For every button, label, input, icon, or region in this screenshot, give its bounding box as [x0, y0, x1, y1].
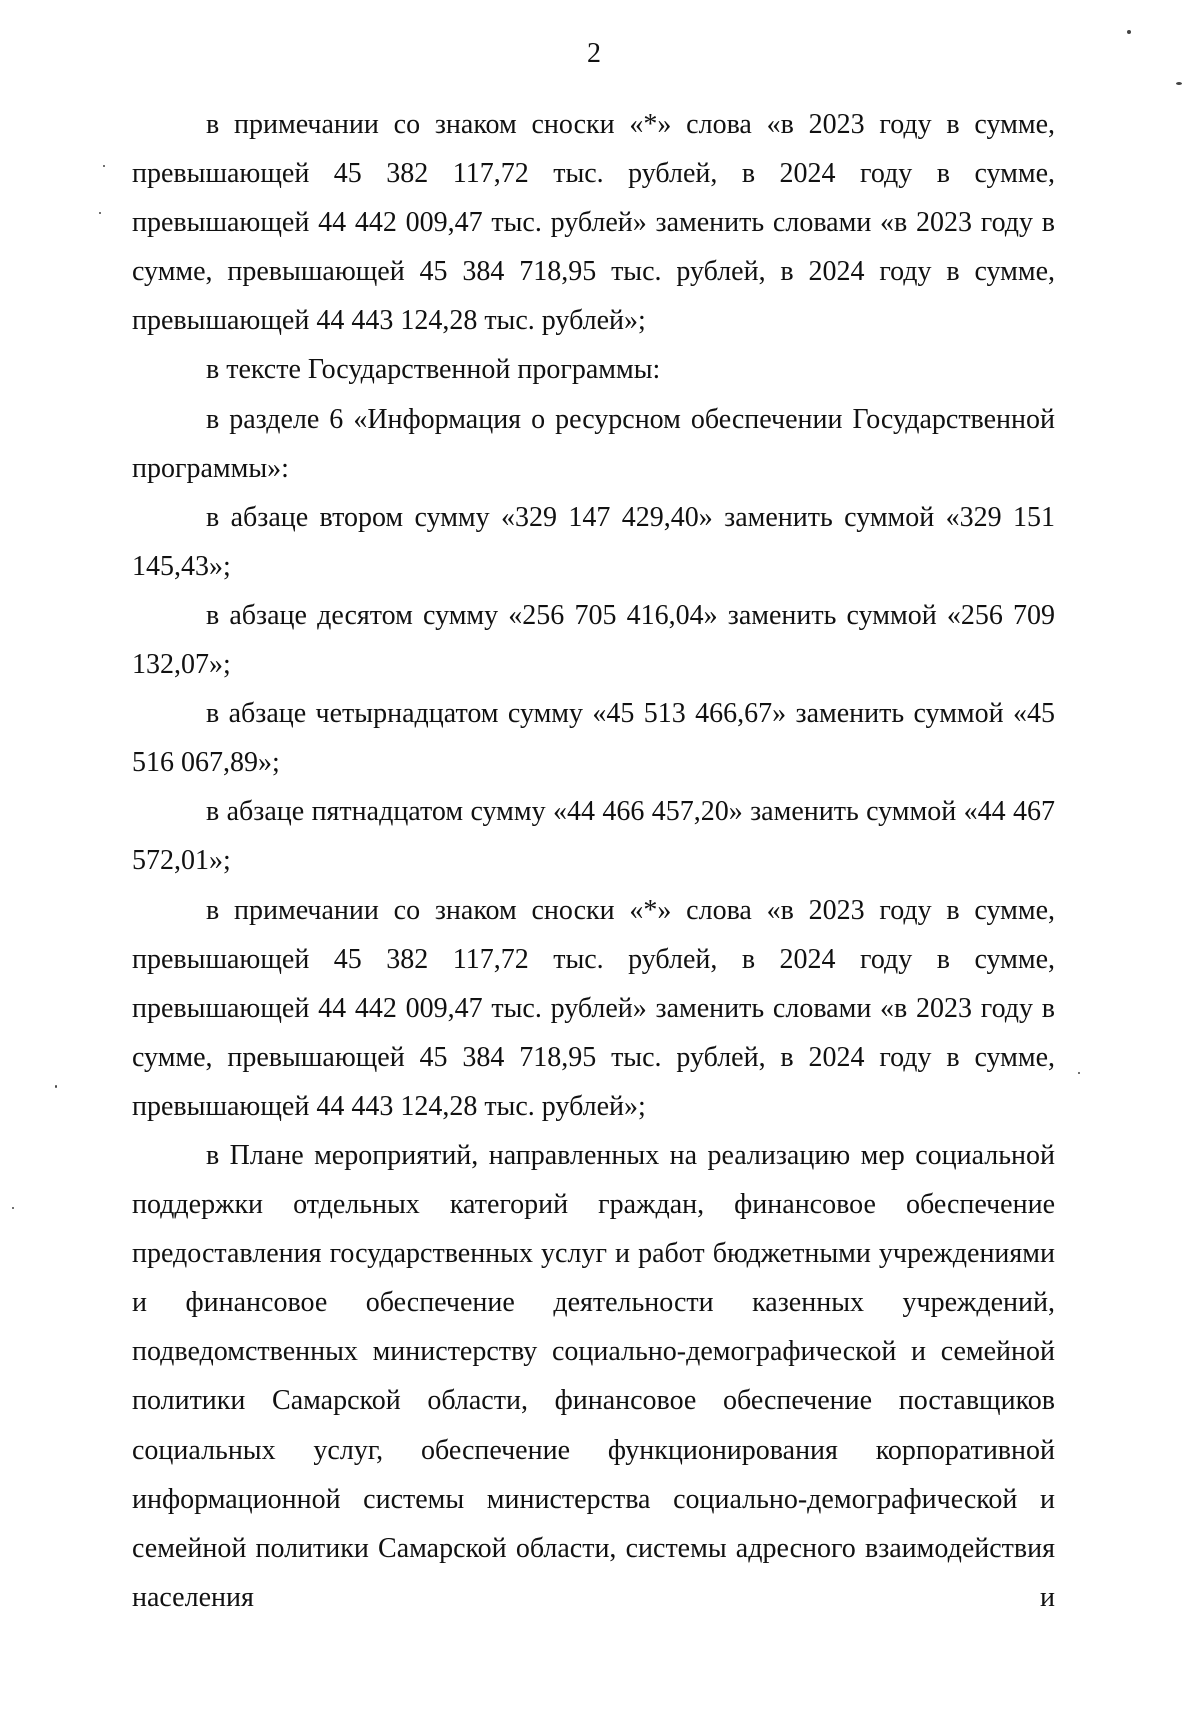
scan-speck — [1078, 1072, 1080, 1074]
paragraph-abzats-14: в абзаце четырнадцатом сумму «45 513 466,67» заменить суммой «45 516 067,89»; — [132, 698, 1055, 779]
paragraph-action-plan: в Плане мероприятий, направленных на реализацию мер социальной поддержки отдельных категорий граждан, финансовое обеспечение предоставления государственных услуг и работ бюджетными учреждениями и финансовое обеспечение деятельности казенных учреждений, подведомственных министерству социально-демографической и семейной политики Самарской области, финансовое обеспечение поставщиков социальных услуг, обеспечение функционирования корпоративной информационной системы министерства социально-демографической и семейной политики Самарской области, системы адресного взаимодействия населения и — [132, 1139, 1055, 1613]
paragraph-footnote-note-2: в примечании со знаком сноски «*» слова «в 2023 году в сумме, превышающей 45 382 117,72 тыс. рублей, в 2024 году в сумме, превышающей 44 442 009,47 тыс. рублей» заменить словами «в 2023 году в сумме, превышающей 45 384 718,95 тыс. рублей, в 2024 году в сумме, превышающей 44 443 124,28 тыс. рублей»; — [132, 894, 1055, 1122]
scan-speck — [55, 1085, 57, 1088]
scan-speck — [12, 1207, 14, 1209]
paragraph-footnote-note-1: в примечании со знаком сноски «*» слова «в 2023 году в сумме, превышающей 45 382 117,72 тыс. рублей, в 2024 году в сумме, превышающей 44 442 009,47 тыс. рублей» заменить словами «в 2023 году в сумме, превышающей 45 384 718,95 тыс. рублей, в 2024 году в сумме, превышающей 44 443 124,28 тыс. рублей»; — [132, 109, 1055, 337]
paragraph-abzats-10: в абзаце десятом сумму «256 705 416,04» заменить суммой «256 709 132,07»; — [132, 599, 1055, 681]
scan-speck — [99, 212, 101, 214]
paragraph-program-text-intro: в тексте Государственной программы: — [206, 354, 661, 386]
paragraph-abzats-15: в абзаце пятнадцатом сумму «44 466 457,20» заменить суммой «44 467 572,01»; — [132, 796, 1055, 877]
paragraph-abzats-2: в абзаце втором сумму «329 147 429,40» заменить суммой «329 151 145,43»; — [132, 501, 1055, 582]
scan-speck — [1127, 30, 1131, 34]
scan-speck — [103, 165, 105, 167]
page-number: 2 — [587, 38, 601, 69]
scan-speck — [1176, 82, 1182, 85]
paragraph-section-6: в разделе 6 «Информация о ресурсном обеспечении Государственной программы»: — [132, 403, 1055, 484]
document-body — [132, 100, 1055, 1622]
